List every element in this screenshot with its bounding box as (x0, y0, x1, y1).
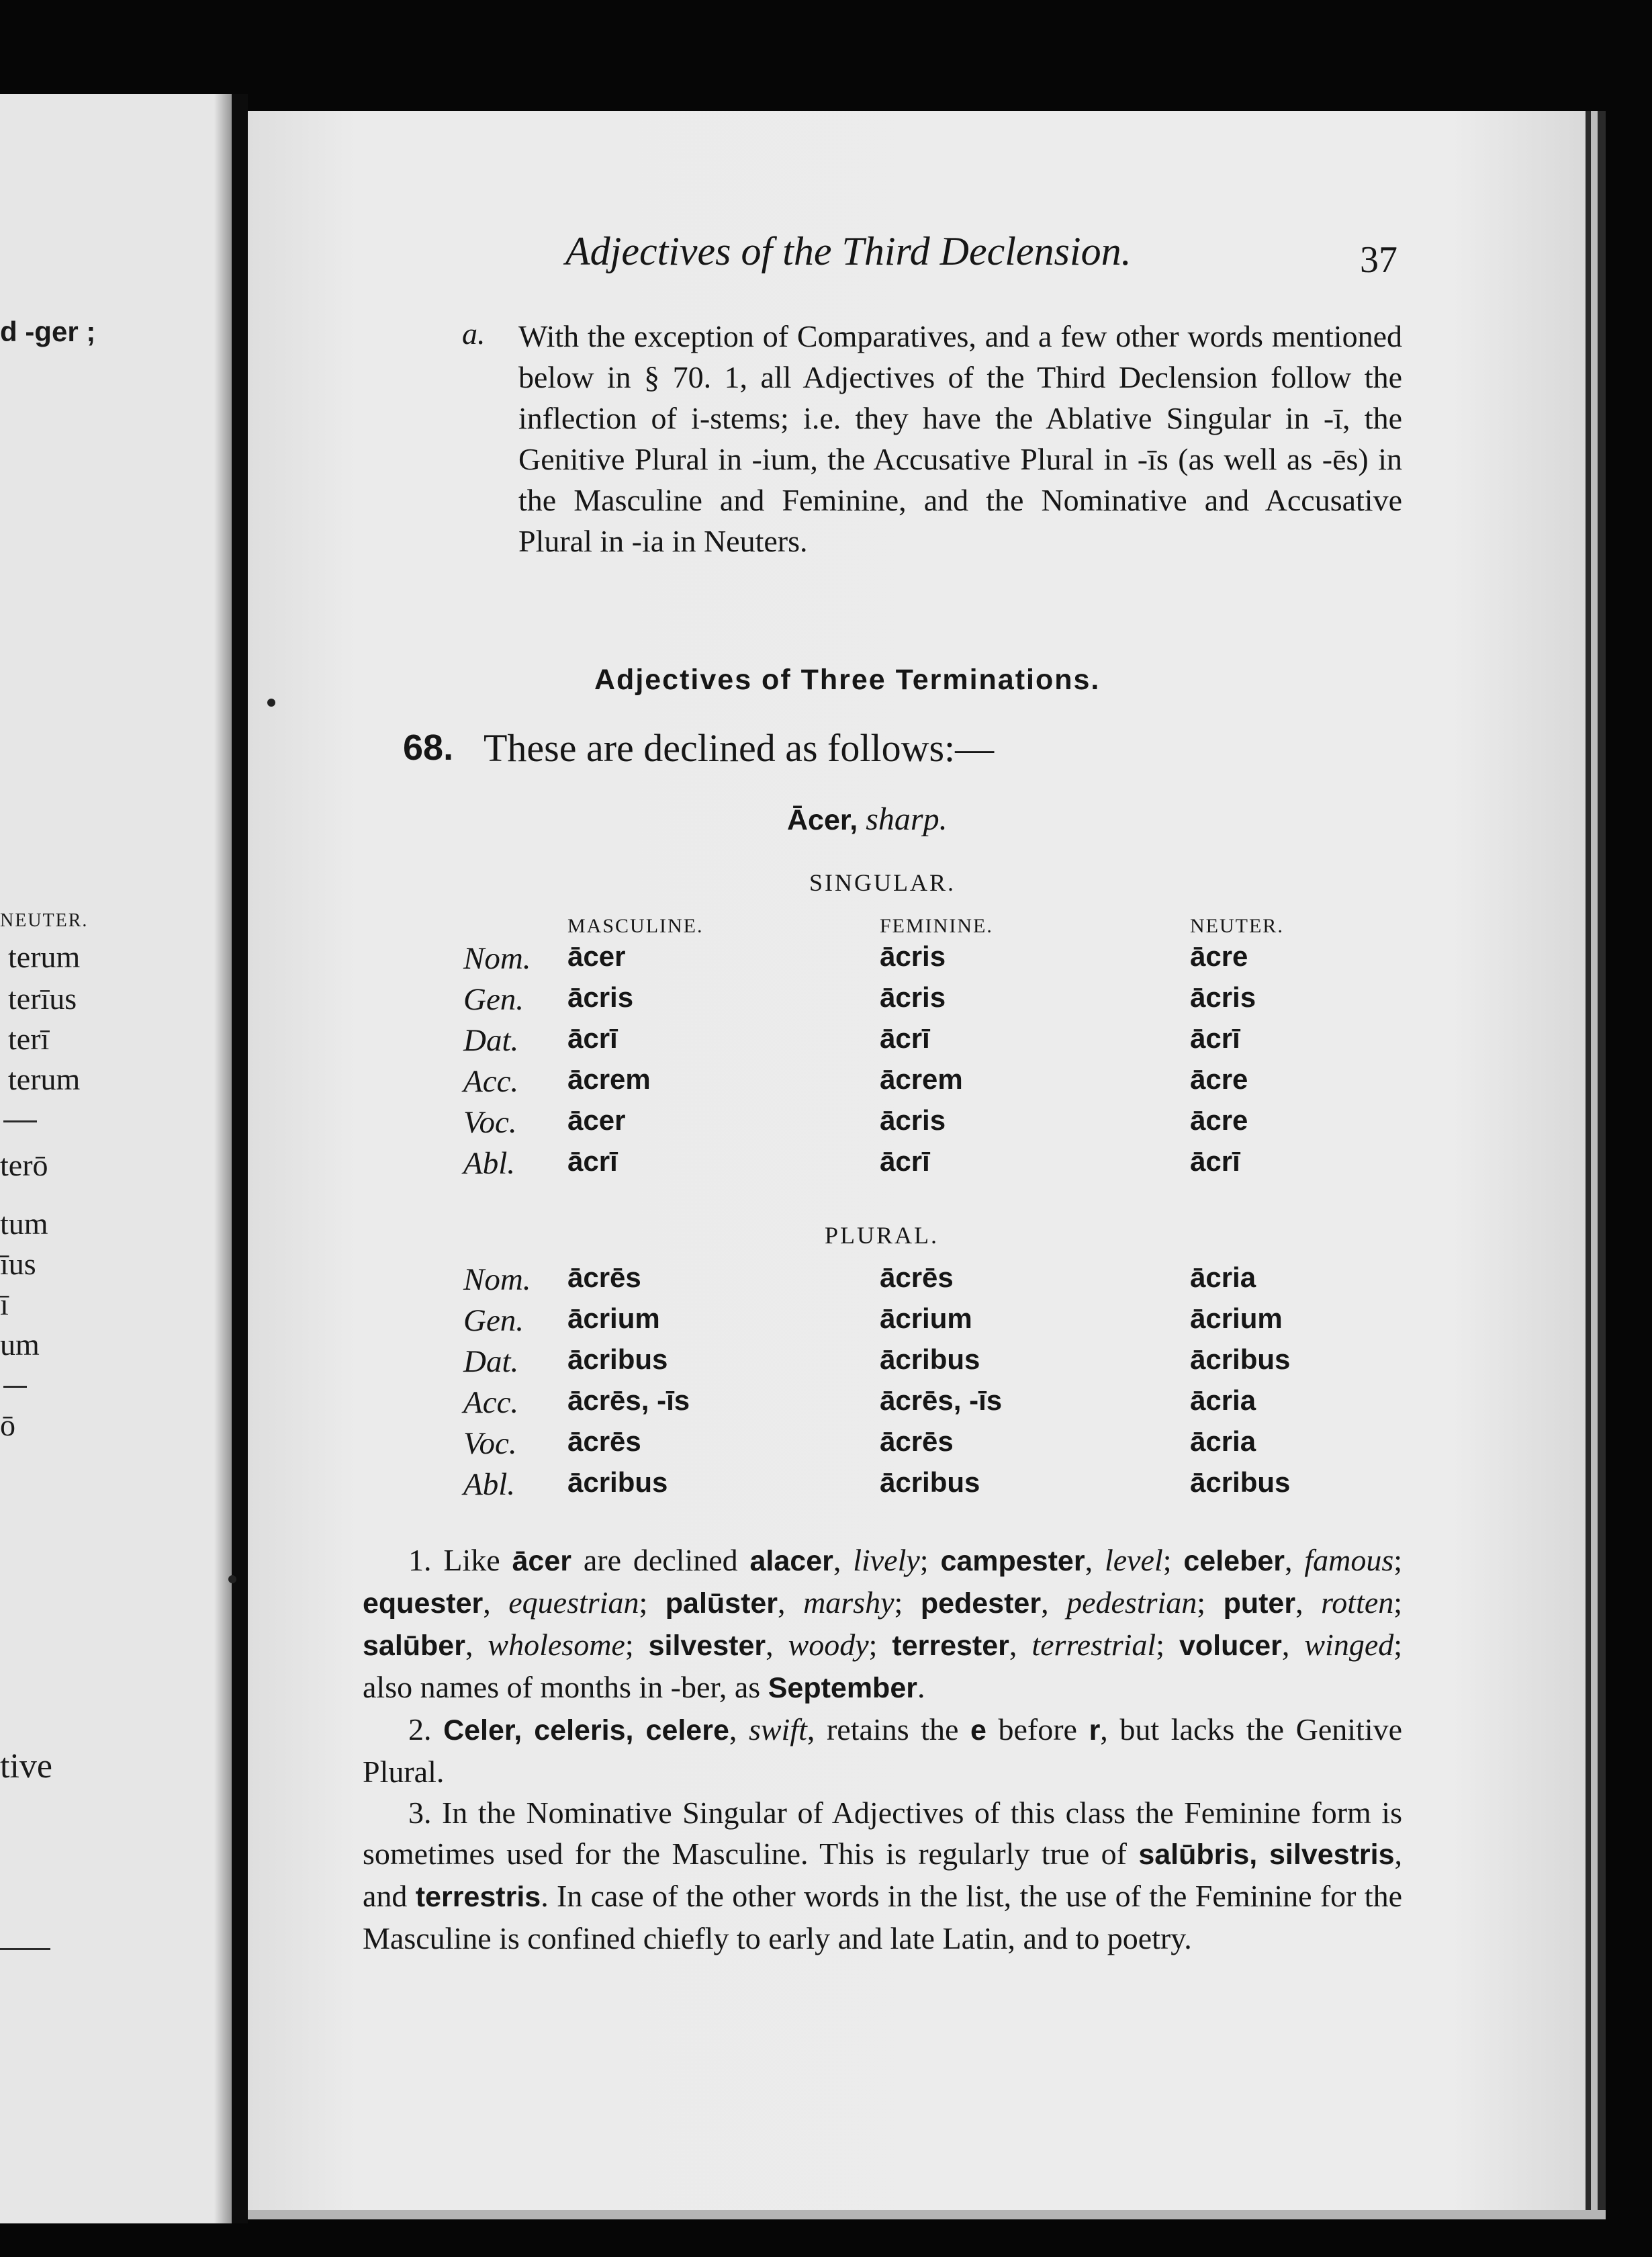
latin-word: celeber (1183, 1545, 1285, 1577)
table-row (0, 1063, 1652, 1104)
note-text: , (1009, 1628, 1032, 1662)
left-fragment: tum (0, 1206, 48, 1241)
feminine-form: ācrēs (880, 1425, 954, 1457)
latin-word: salūbris, silvestris (1138, 1839, 1395, 1871)
english-gloss: famous (1304, 1543, 1394, 1577)
neuter-form: ācre (1190, 1063, 1248, 1095)
english-gloss: lively (853, 1543, 920, 1577)
feminine-form: ācribus (880, 1466, 980, 1498)
english-gloss: marshy (803, 1585, 894, 1620)
note-text: ; (1197, 1585, 1224, 1620)
left-fragment: NEUTER. (0, 910, 89, 931)
neuter-form: ācribus (1190, 1466, 1291, 1498)
neuter-form: ācrī (1190, 1145, 1240, 1177)
latin-word: pedester (920, 1587, 1042, 1620)
note-text: , but lacks the Genitive Plural. (363, 1712, 1403, 1789)
note-text: , (1041, 1585, 1067, 1620)
masculine-form: ācer (567, 940, 626, 972)
note-text: 3. In the Nominative Singular of Adjectives of this class the Feminine form is sometimes used for the Masculine. This is regularly true of (363, 1796, 1402, 1871)
masculine-form: ācrēs (567, 1425, 641, 1457)
case-label: Voc. (463, 1426, 517, 1461)
column-header-feminine: FEMININE. (880, 915, 993, 937)
neuter-form: ācria (1190, 1384, 1256, 1416)
left-fragment: terō (0, 1148, 48, 1182)
masculine-form: ācrī (567, 1022, 618, 1054)
feminine-form: ācrium (880, 1302, 972, 1334)
feminine-form: ācrēs, -īs (880, 1384, 1003, 1416)
feminine-form: ācrem (880, 1063, 963, 1095)
english-gloss: rotten (1321, 1585, 1394, 1620)
section-number: 68. (403, 727, 454, 768)
masculine-form: ācribus (567, 1343, 668, 1375)
left-fragment: terum (8, 940, 81, 974)
neuter-form: ācribus (1190, 1343, 1291, 1375)
table-row (0, 1425, 1652, 1466)
note-text: , (465, 1628, 488, 1662)
page-bottom-edge (248, 2210, 1606, 2219)
left-fragment: īus (0, 1247, 36, 1281)
feminine-form: ācris (880, 981, 946, 1013)
latin-word: volucer (1179, 1630, 1282, 1662)
english-gloss: woody (788, 1628, 869, 1662)
latin-word: terrestris (415, 1881, 541, 1913)
case-label: Gen. (463, 982, 524, 1017)
latin-word: palūster (665, 1587, 778, 1620)
neuter-form: ācria (1190, 1262, 1256, 1293)
case-label: Abl. (463, 1467, 516, 1502)
print-speck (228, 1575, 236, 1583)
neuter-form: ācre (1190, 940, 1248, 972)
left-fragment: d -ger ; (0, 316, 96, 347)
neuter-form: ācris (1190, 981, 1256, 1013)
left-divider (0, 1948, 50, 1950)
latin-word: campester (940, 1545, 1085, 1577)
english-gloss: equestrian (508, 1585, 639, 1620)
english-gloss: pedestrian (1066, 1585, 1197, 1620)
masculine-form: ācrium (567, 1302, 660, 1334)
table-row (0, 1145, 1652, 1186)
feminine-form: ācrēs (880, 1262, 954, 1293)
latin-word: Celer, celeris, celere (443, 1714, 729, 1746)
masculine-form: ācribus (567, 1466, 668, 1498)
note-text: , (766, 1628, 788, 1662)
left-fragment: ī (0, 1287, 9, 1321)
note-item (363, 1792, 1402, 1959)
english-gloss: level (1104, 1543, 1163, 1577)
note-text: ; (1162, 1543, 1184, 1577)
table-row (0, 940, 1652, 981)
plural-heading: PLURAL. (825, 1222, 939, 1249)
english-gloss: swift (748, 1712, 807, 1746)
singular-heading: SINGULAR. (809, 869, 956, 896)
left-fragment: terum (8, 1062, 81, 1096)
note-text: , and (363, 1836, 1402, 1913)
running-header: Adjectives of the Third Declension. (565, 229, 1132, 273)
table-row (0, 1104, 1652, 1145)
note-text: , (1281, 1628, 1305, 1662)
note-text: 1. Like (408, 1543, 512, 1577)
case-label: Dat. (463, 1344, 519, 1379)
column-header-neuter: NEUTER. (1190, 915, 1284, 937)
table-row (0, 1343, 1652, 1384)
page-number: 37 (1360, 239, 1397, 281)
latin-word: salūber (363, 1630, 465, 1662)
latin-word: September (768, 1672, 917, 1704)
note-text: ; (1393, 1543, 1403, 1577)
english-gloss: wholesome (488, 1628, 625, 1662)
note-text: ; (625, 1628, 649, 1662)
note-text: are declined (571, 1543, 750, 1577)
left-fragment: tive (0, 1747, 52, 1785)
table-row (0, 1022, 1652, 1063)
latin-word: puter (1223, 1587, 1296, 1620)
neuter-form: ācre (1190, 1104, 1248, 1136)
note-text: ; (868, 1628, 892, 1662)
print-speck (267, 699, 275, 707)
case-label: Gen. (463, 1303, 524, 1338)
case-label: Nom. (463, 941, 531, 976)
masculine-form: ācrem (567, 1063, 651, 1095)
paradigm-gloss: sharp. (866, 801, 948, 837)
feminine-form: ācrī (880, 1022, 930, 1054)
left-fragment: um (0, 1327, 40, 1362)
left-fragment: ō (0, 1408, 15, 1442)
case-label: Nom. (463, 1262, 531, 1297)
latin-word: terrester (892, 1630, 1009, 1662)
feminine-form: ācrī (880, 1145, 930, 1177)
case-label: Abl. (463, 1146, 516, 1181)
latin-word: equester (363, 1587, 484, 1620)
note-text: , (833, 1543, 854, 1577)
note-text: before (986, 1712, 1089, 1746)
latin-word: e (970, 1714, 986, 1746)
neuter-form: ācrium (1190, 1302, 1283, 1334)
table-row (0, 981, 1652, 1022)
latin-word: r (1089, 1714, 1101, 1746)
feminine-form: ācris (880, 940, 946, 972)
note-text: ; (894, 1585, 921, 1620)
english-gloss: winged (1304, 1628, 1394, 1662)
latin-word: silvester (648, 1630, 766, 1662)
masculine-form: ācris (567, 981, 634, 1013)
table-row (0, 1466, 1652, 1507)
note-text: , (1295, 1585, 1322, 1620)
case-label: Voc. (463, 1105, 517, 1140)
note-text: ; (919, 1543, 941, 1577)
masculine-form: ācrēs (567, 1262, 641, 1293)
note-a-text: With the exception of Comparatives, and a few other words mentioned below in § 70. 1, all Adjectives of the Third Declension follow the inflection of i-stems; i.e. they have the Ablative Singular in -ī, the Genitive Plural in -ium, the Accusative Plural in -īs (as well as -ēs) in the Masculine and Feminine, and the Nominative and Accusative Plural in -ia in Neuters. (518, 319, 1402, 558)
neuter-form: ācrī (1190, 1022, 1240, 1054)
note-text: . In case of the other words in the list, the use of the Feminine for the Masculine is confined chiefly to early and late Latin, and to poetry. (363, 1879, 1402, 1955)
neuter-form: ācria (1190, 1425, 1256, 1457)
note-text: . (917, 1670, 925, 1704)
left-fragment: terī (8, 1022, 50, 1056)
paradigm-word: Ācer, (787, 804, 858, 836)
note-item (363, 1540, 1402, 1709)
masculine-form: ācer (567, 1104, 626, 1136)
feminine-form: ācribus (880, 1343, 980, 1375)
note-text: ; also names of months in -ber, as (363, 1628, 1403, 1704)
note-a-label: a. (462, 316, 486, 351)
table-row (0, 1262, 1652, 1302)
case-label: Acc. (463, 1385, 519, 1420)
left-fragment: terīus (8, 981, 77, 1016)
note-text: ; (1393, 1585, 1403, 1620)
note-text: ; (1156, 1628, 1179, 1662)
paradigm-title (787, 801, 948, 838)
section-intro: These are declined as follows:— (484, 726, 995, 770)
note-text: , (483, 1585, 509, 1620)
note-text: , (778, 1585, 804, 1620)
table-row (0, 1302, 1652, 1343)
table-row (0, 1384, 1652, 1425)
masculine-form: ācrī (567, 1145, 618, 1177)
numbered-notes (363, 1540, 1402, 1959)
case-label: Dat. (463, 1023, 519, 1058)
masculine-form: ācrēs, -īs (567, 1384, 690, 1416)
latin-word: alacer (749, 1545, 833, 1577)
note-text: 2. (408, 1712, 444, 1746)
note-text: , (1285, 1543, 1305, 1577)
note-item (363, 1709, 1402, 1792)
case-label: Acc. (463, 1064, 519, 1099)
latin-word: ācer (512, 1545, 571, 1577)
note-text: ; (639, 1585, 666, 1620)
feminine-form: ācris (880, 1104, 946, 1136)
note-text: , retains the (807, 1712, 970, 1746)
column-header-masculine: MASCULINE. (567, 915, 704, 937)
note-text: , (729, 1712, 749, 1746)
note-text: , (1085, 1543, 1105, 1577)
section-heading: Adjectives of Three Terminations. (594, 664, 1101, 696)
english-gloss: terrestrial (1031, 1628, 1156, 1662)
